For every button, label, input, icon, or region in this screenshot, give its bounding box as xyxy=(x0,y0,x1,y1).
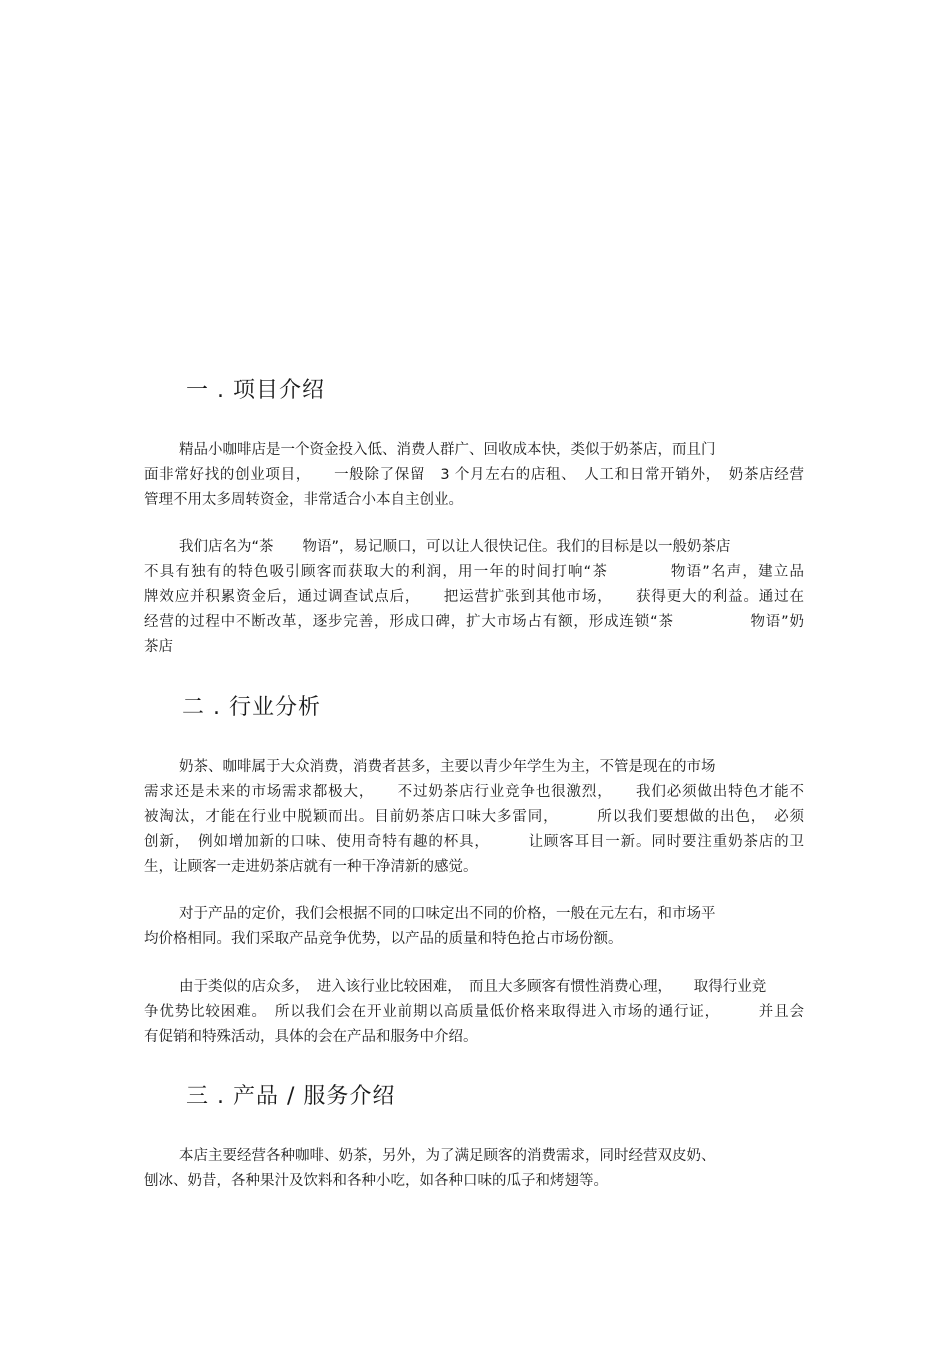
text-line: 被淘汰，才能在行业中脱颖而出。目前奶茶店口味大多雷同， 所以我们要想做的出色， 必须 xyxy=(144,809,804,825)
text-line: 生，让顾客一走进奶茶店就有一种干净清新的感觉。 xyxy=(144,859,478,875)
text-line: 我们店名为“茶 物语”，易记顺口，可以让人很快记住。我们的目标是以一般奶茶店 xyxy=(179,539,731,555)
paragraph xyxy=(144,438,804,513)
text-line: 奶茶、咖啡属于大众消费，消费者甚多，主要以青少年学生为主，不管是现在的市场 xyxy=(179,759,716,775)
text-line: 有促销和特殊活动，具体的会在产品和服务中介绍。 xyxy=(144,1029,478,1045)
section-heading-industry-analysis: 二 . 行业分析 xyxy=(182,695,321,720)
text-line: 茶店 xyxy=(144,639,173,655)
text-line: 需求还是未来的市场需求都极大， 不过奶茶店行业竞争也很激烈， 我们必须做出特色才能不 xyxy=(144,784,804,800)
text-line: 创新， 例如增加新的口味、使用奇特有趣的杯具， 让顾客耳目一新。同时要注重奶茶店的卫 xyxy=(144,834,804,850)
text-line: 精品小咖啡店是一个资金投入低、消费人群广、回收成本快，类似于奶茶店，而且门 xyxy=(179,442,716,458)
text-line: 面非常好找的创业项目， 一般除了保留 3 个月左右的店租、 人工和日常开销外， 奶茶店经营 xyxy=(144,467,804,483)
text-line: 刨冰、奶昔，各种果汁及饮料和各种小吃，如各种口味的瓜子和烤翅等。 xyxy=(144,1173,608,1189)
text-line: 不具有独有的特色吸引顾客而获取大的利润，用一年的时间打响“茶 物语”名声，建立品 xyxy=(144,564,804,580)
text-line: 争优势比较困难。 所以我们会在开业前期以高质量低价格来取得进入市场的通行证， 并且会 xyxy=(144,1004,804,1020)
text-line: 本店主要经营各种咖啡、奶茶，另外，为了满足顾客的消费需求，同时经营双皮奶、 xyxy=(179,1148,716,1164)
section-heading-project-intro: 一 . 项目介绍 xyxy=(186,378,325,403)
paragraph xyxy=(144,1144,804,1194)
text-line: 对于产品的定价，我们会根据不同的口味定出不同的价格，一般在元左右，和市场平 xyxy=(179,906,716,922)
text-line: 均价格相同。我们采取产品竞争优势，以产品的质量和特色抢占市场份额。 xyxy=(144,931,623,947)
paragraph xyxy=(144,902,804,952)
text-line: 管理不用太多周转资金，非常适合小本自主创业。 xyxy=(144,492,463,508)
text-line: 经营的过程中不断改革，逐步完善，形成口碑，扩大市场占有额，形成连锁“茶 物语”奶 xyxy=(144,614,804,630)
text-line: 由于类似的店众多， 进入该行业比较困难， 而且大多顾客有惯性消费心理， 取得行业竞 xyxy=(179,979,767,995)
paragraph xyxy=(144,755,804,880)
paragraph xyxy=(144,535,804,660)
paragraph xyxy=(144,975,804,1050)
section-heading-product-service: 三 . 产品 / 服务介绍 xyxy=(186,1084,396,1109)
text-line: 牌效应并积累资金后，通过调查试点后， 把运营扩张到其他市场， 获得更大的利益。通过在 xyxy=(144,589,804,605)
